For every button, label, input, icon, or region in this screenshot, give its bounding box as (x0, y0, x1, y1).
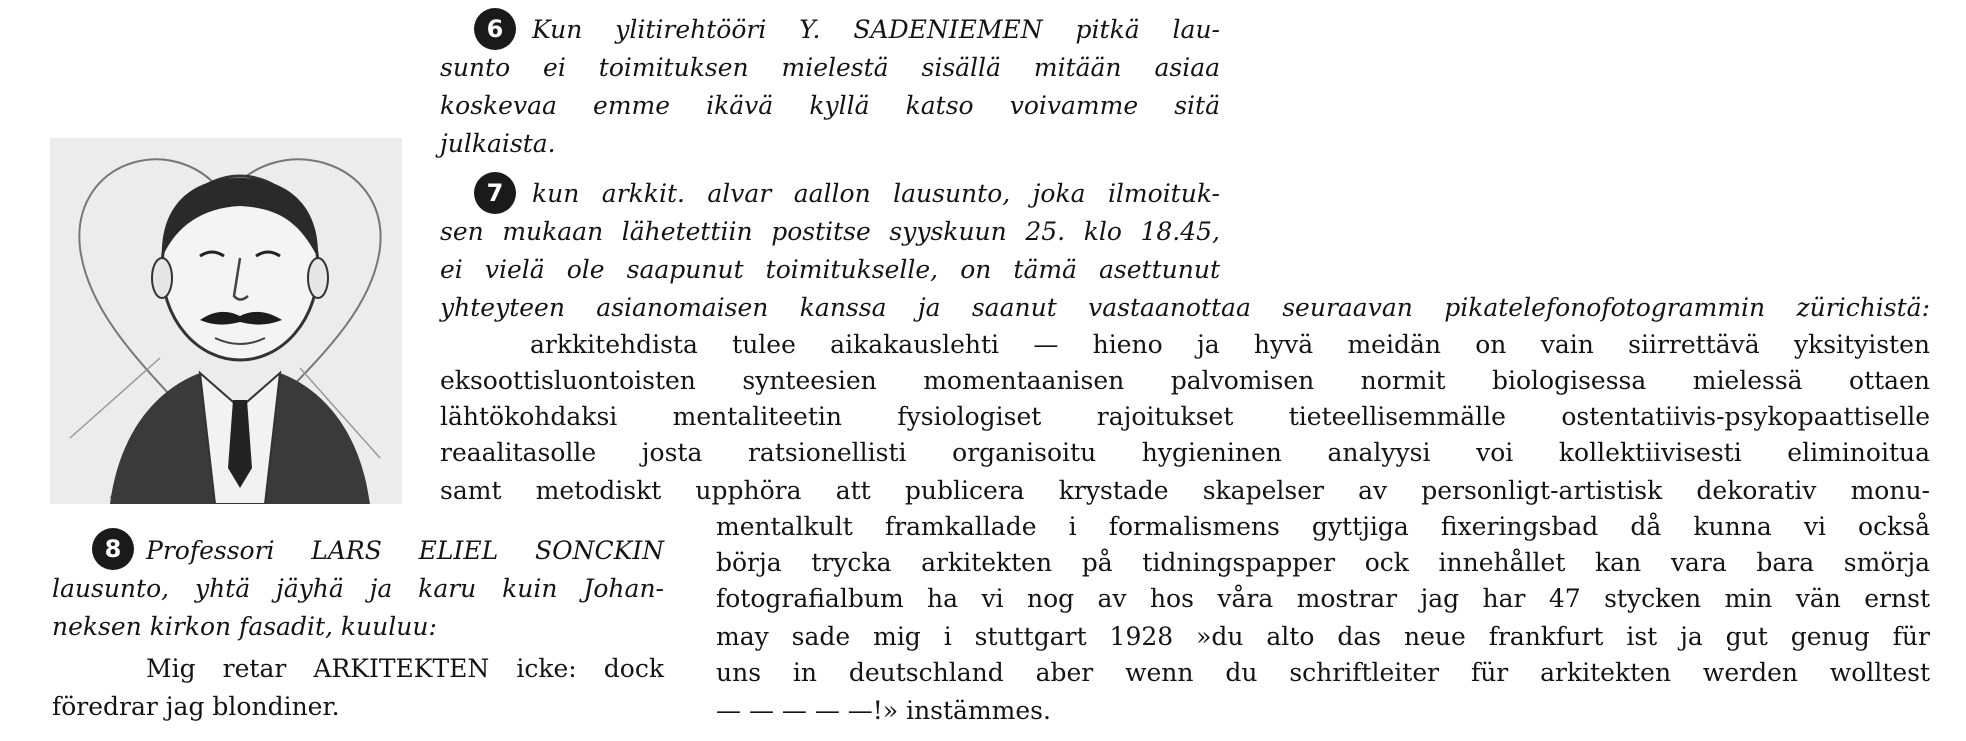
item-7-line-4 (440, 291, 1930, 325)
item-7-text: ei vielä ole saapunut toimitukselle, on tämä asettunut (440, 255, 1220, 284)
telegram-line-5 (440, 474, 1930, 508)
item-8-line-2 (52, 572, 664, 606)
telegram-text: arkkitehdista tulee aikakauslehti — hieno ja hyvä meidän on vain siirrettävä yksityisten (530, 330, 1930, 359)
portrait-sketch (50, 138, 402, 504)
telegram-text: — — — — —!» instämmes. (716, 696, 1051, 725)
item-6-line-2 (440, 51, 1220, 85)
item-6-text: koskevaa emme ikävä kyllä katso voivamme sitä (440, 91, 1220, 120)
item-8-line-1 (146, 534, 664, 568)
item-number-badge-8: 8 (92, 528, 134, 570)
telegram-text: fotografialbum ha vi nog av hos våra mostrar jag har 47 stycken min vän ernst (716, 584, 1930, 613)
telegram-line-1 (530, 328, 1930, 362)
reply-text: föredrar jag blondiner. (52, 692, 340, 721)
item-6-text: julkaista. (440, 129, 556, 158)
telegram-line-2 (440, 364, 1930, 398)
item-7-line-3 (440, 253, 1220, 287)
telegram-text: lähtökohdaksi mentaliteetin fysiologiset rajoitukset tieteellisemmälle ostentatiivis-psykopaattiselle (440, 402, 1930, 431)
item-6-text: sunto ei toimituksen mielestä sisällä mitään asiaa (440, 53, 1220, 82)
telegram-text: eksoottisluontoisten synteesien momentaanisen palvomisen normit biologisessa mielessä ottaen (440, 366, 1930, 395)
item-8-text: neksen kirkon fasadit, kuuluu: (52, 612, 437, 641)
item-7-text: sen mukaan lähetettiin postitse syyskuun 25. klo 18.45, (440, 217, 1220, 246)
item-number-badge-6: 6 (474, 8, 516, 50)
telegram-text: reaalitasolle josta ratsionellisti organisoitu hygieninen analyysi voi kollektiivisesti eliminoitua (440, 438, 1930, 467)
telegram-text: uns in deutschland aber wenn du schriftleiter für arkitekten werden wolltest (716, 658, 1930, 687)
portrait-drawing (50, 138, 402, 504)
telegram-text: börja trycka arkitekten på tidningspapper ock innehållet kan vara bara smörja (716, 548, 1930, 577)
item-6-line-1 (532, 13, 1220, 47)
telegram-line-4 (440, 436, 1930, 470)
telegram-line-9 (716, 620, 1930, 654)
item-8-line-3 (52, 610, 437, 644)
item-7-text: kun arkkit. alvar aallon lausunto, joka ilmoituk- (532, 179, 1220, 208)
telegram-line-7 (716, 546, 1930, 580)
item-7-text: yhteyteen asianomaisen kanssa ja saanut vastaanottaa seuraavan pikatelefonofotogrammin zürichistä: (440, 293, 1930, 322)
item-6-text: Kun ylitirehtööri Y. SADENIEMEN pitkä lau- (532, 15, 1220, 44)
telegram-text: mentalkult framkallade i formalismens gyttjiga fixeringsbad då kunna vi också (716, 512, 1930, 541)
telegram-line-11 (716, 694, 1051, 728)
item-7-line-2 (440, 215, 1220, 249)
item-8-text: Professori LARS ELIEL SONCKIN (146, 536, 664, 565)
telegram-line-8 (716, 582, 1930, 616)
item-8-text: lausunto, yhtä jäyhä ja karu kuin Johan- (52, 574, 664, 603)
item-6-line-4 (440, 127, 556, 161)
telegram-line-6 (716, 510, 1930, 544)
reply-line-2 (52, 690, 340, 724)
telegram-text: may sade mig i stuttgart 1928 »du alto das neue frankfurt ist ja gut genug für (716, 622, 1930, 651)
telegram-line-3 (440, 400, 1930, 434)
telegram-line-10 (716, 656, 1930, 690)
reply-text: Mig retar ARKITEKTEN icke: dock (146, 654, 664, 683)
item-number-badge-7: 7 (474, 172, 516, 214)
telegram-text: samt metodiskt upphöra att publicera krystade skapelser av personligt-artistisk dekorativ monu- (440, 476, 1930, 505)
item-6-line-3 (440, 89, 1220, 123)
reply-line-1 (146, 652, 664, 686)
item-7-line-1 (532, 177, 1220, 211)
